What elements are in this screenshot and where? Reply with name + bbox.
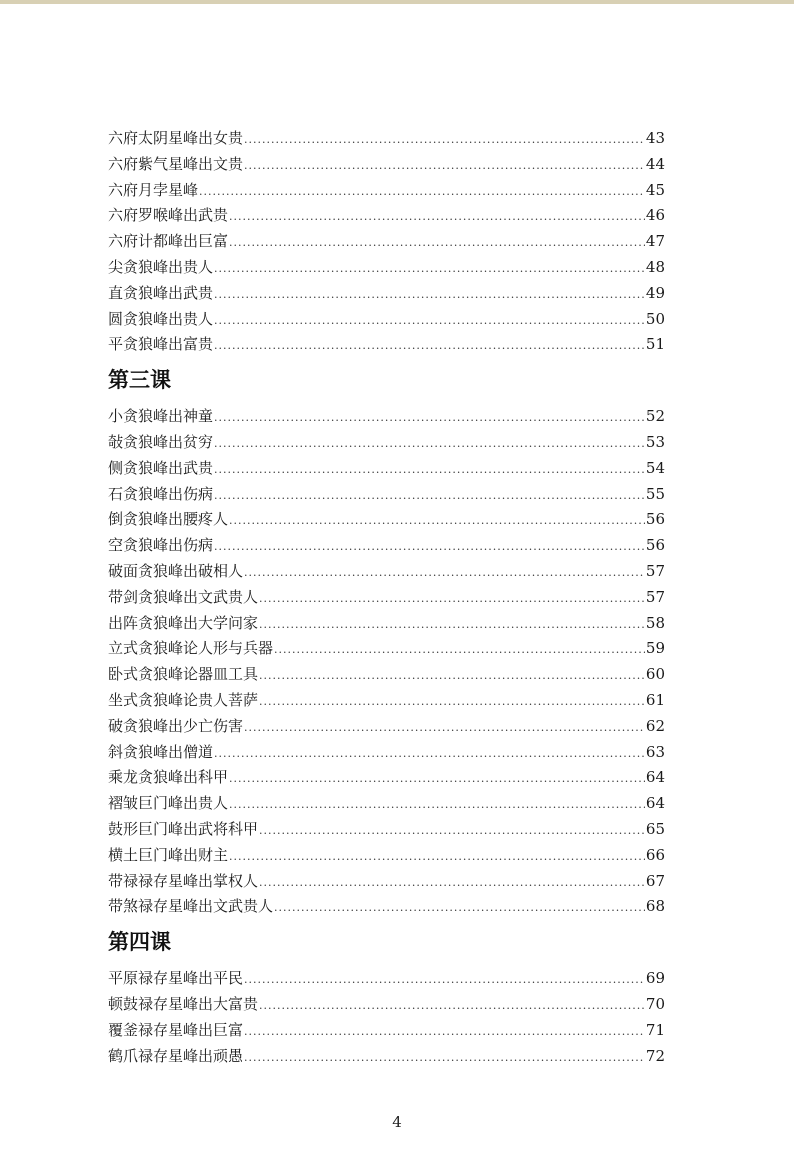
dot-leader <box>274 901 645 914</box>
toc-entry-title: 卧式贪狼峰论器皿工具 <box>108 665 259 684</box>
toc-entry[interactable] <box>108 179 665 205</box>
dot-leader <box>229 798 645 811</box>
toc-entry-title: 带禄禄存星峰出掌权人 <box>108 871 259 890</box>
toc-entry-page: 57 <box>645 561 665 580</box>
toc-entry-page: 54 <box>645 458 665 477</box>
toc-entry-title: 立式贪狼峰论人形与兵器 <box>108 639 274 658</box>
toc-entry[interactable] <box>108 586 665 612</box>
dot-leader <box>214 489 645 502</box>
toc-entry-page: 49 <box>645 283 665 302</box>
toc-entry-title: 破贪狼峰出少亡伤害 <box>108 716 244 735</box>
toc-entry-page: 72 <box>645 1046 665 1065</box>
toc-group-continued <box>108 127 665 359</box>
toc-entry[interactable] <box>108 715 665 741</box>
dot-leader <box>229 772 645 785</box>
toc-entry[interactable] <box>108 127 665 153</box>
dot-leader <box>214 463 645 476</box>
dot-leader <box>244 566 645 579</box>
toc-entry-title: 小贪狼峰出神童 <box>108 407 214 426</box>
dot-leader <box>214 314 645 327</box>
toc-entry[interactable] <box>108 766 665 792</box>
toc-entry-page: 64 <box>645 768 665 787</box>
toc-entry-title: 直贪狼峰出武贵 <box>108 283 214 302</box>
top-border <box>0 0 794 4</box>
toc-entry-page: 70 <box>645 994 665 1013</box>
toc-entry-page: 68 <box>645 897 665 916</box>
toc-entry[interactable] <box>108 870 665 896</box>
toc-entry-title: 坐式贪狼峰论贵人菩萨 <box>108 690 259 709</box>
toc-entry-page: 69 <box>645 969 665 988</box>
toc-entry-page: 47 <box>645 232 665 251</box>
toc-entry-title: 出阵贪狼峰出大学问家 <box>108 613 259 632</box>
dot-leader <box>199 185 645 198</box>
toc-entry-title: 侧贪狼峰出武贵 <box>108 458 214 477</box>
toc-entry-title: 带煞禄存星峰出文武贵人 <box>108 897 274 916</box>
toc-entry-title: 鹤爪禄存星峰出顽愚 <box>108 1046 244 1065</box>
toc-entry-title: 鼓形巨门峰出武将科甲 <box>108 819 259 838</box>
dot-leader <box>214 437 645 450</box>
dot-leader <box>214 288 645 301</box>
toc-entry[interactable] <box>108 1045 665 1071</box>
toc-entry-page: 59 <box>645 639 665 658</box>
dot-leader <box>259 695 645 708</box>
toc-entry[interactable] <box>108 282 665 308</box>
dot-leader <box>214 540 645 553</box>
toc-entry-title: 圆贪狼峰出贵人 <box>108 309 214 328</box>
toc-entry-page: 50 <box>645 309 665 328</box>
toc-entry-title: 六府罗喉峰出武贵 <box>108 206 229 225</box>
dot-leader <box>229 210 645 223</box>
toc-entry[interactable] <box>108 431 665 457</box>
dot-leader <box>229 236 645 249</box>
toc-entry[interactable] <box>108 967 665 993</box>
toc-entry-title: 六府计都峰出巨富 <box>108 232 229 251</box>
dot-leader <box>274 643 645 656</box>
toc-entry[interactable] <box>108 993 665 1019</box>
dot-leader <box>259 876 645 889</box>
toc-entry-page: 64 <box>645 794 665 813</box>
dot-leader <box>229 514 645 527</box>
toc-entry[interactable] <box>108 612 665 638</box>
toc-entry[interactable] <box>108 663 665 689</box>
toc-entry-page: 66 <box>645 845 665 864</box>
toc-entry-title: 斜贪狼峰出僧道 <box>108 742 214 761</box>
toc-entry[interactable] <box>108 508 665 534</box>
toc-entry-title: 顿鼓禄存星峰出大富贵 <box>108 994 259 1013</box>
toc-entry[interactable] <box>108 308 665 334</box>
dot-leader <box>214 339 645 352</box>
toc-section-3-list <box>108 405 665 921</box>
toc-entry-title: 六府月孛星峰 <box>108 180 199 199</box>
toc-entry[interactable] <box>108 741 665 767</box>
dot-leader <box>244 721 645 734</box>
toc-entry-page: 56 <box>645 510 665 529</box>
toc-entry-title: 空贪狼峰出伤病 <box>108 536 214 555</box>
toc-entry-page: 65 <box>645 819 665 838</box>
toc-entry[interactable] <box>108 844 665 870</box>
toc-entry-page: 60 <box>645 665 665 684</box>
toc-entry[interactable] <box>108 457 665 483</box>
toc-entry[interactable] <box>108 818 665 844</box>
toc-section-4-list <box>108 967 665 1070</box>
dot-leader <box>244 133 645 146</box>
dot-leader <box>259 999 645 1012</box>
dot-leader <box>259 824 645 837</box>
toc-entry[interactable] <box>108 792 665 818</box>
toc-entry[interactable] <box>108 483 665 509</box>
toc-entry[interactable] <box>108 637 665 663</box>
toc-entry-page: 43 <box>645 129 665 147</box>
toc-entry-title: 石贪狼峰出伤病 <box>108 484 214 503</box>
toc-entry-page: 62 <box>645 716 665 735</box>
dot-leader <box>214 262 645 275</box>
section-heading-4: 第四课 <box>108 930 171 955</box>
toc-entry-title: 乘龙贪狼峰出科甲 <box>108 768 229 787</box>
toc-entry-title: 平贪狼峰出富贵 <box>108 335 214 354</box>
toc-entry-title: 平原禄存星峰出平民 <box>108 969 244 988</box>
dot-leader <box>229 850 645 863</box>
toc-entry-title: 倒贪狼峰出腰疼人 <box>108 510 229 529</box>
toc-entry[interactable] <box>108 256 665 282</box>
toc-entry[interactable] <box>108 405 665 431</box>
dot-leader <box>214 747 645 760</box>
toc-entry-page: 51 <box>645 335 665 354</box>
toc-entry-title: 六府太阴星峰出女贵 <box>108 129 244 147</box>
dot-leader <box>259 592 645 605</box>
toc-entry[interactable] <box>108 153 665 179</box>
toc-entry-title: 褶皱巨门峰出贵人 <box>108 794 229 813</box>
toc-entry-page: 53 <box>645 432 665 451</box>
toc-entry-page: 63 <box>645 742 665 761</box>
toc-entry-page: 71 <box>645 1020 665 1039</box>
toc-entry-title: 破面贪狼峰出破相人 <box>108 561 244 580</box>
toc-entry-page: 44 <box>645 154 665 173</box>
toc-entry-page: 46 <box>645 206 665 225</box>
toc-entry-page: 45 <box>645 180 665 199</box>
table-of-contents <box>108 127 665 1070</box>
page-number: 4 <box>392 1113 402 1131</box>
toc-entry-title: 带剑贪狼峰出文武贵人 <box>108 587 259 606</box>
dot-leader <box>259 618 645 631</box>
toc-entry-title: 覆釜禄存星峰出巨富 <box>108 1020 244 1039</box>
toc-entry[interactable] <box>108 560 665 586</box>
toc-entry-page: 67 <box>645 871 665 890</box>
dot-leader <box>244 1025 645 1038</box>
toc-entry[interactable] <box>108 333 665 359</box>
dot-leader <box>214 411 645 424</box>
toc-entry[interactable] <box>108 534 665 560</box>
toc-entry-page: 55 <box>645 484 665 503</box>
dot-leader <box>244 973 645 986</box>
toc-entry-page: 57 <box>645 587 665 606</box>
toc-entry-page: 56 <box>645 536 665 555</box>
toc-entry-title: 尖贪狼峰出贵人 <box>108 257 214 276</box>
toc-entry[interactable] <box>108 230 665 256</box>
toc-entry-page: 48 <box>645 257 665 276</box>
toc-entry-title: 横土巨门峰出财主 <box>108 845 229 864</box>
toc-entry[interactable] <box>108 1019 665 1045</box>
toc-entry-page: 52 <box>645 407 665 426</box>
toc-entry-title: 敧贪狼峰出贫穷 <box>108 432 214 451</box>
toc-entry[interactable] <box>108 204 665 230</box>
toc-entry-page: 58 <box>645 613 665 632</box>
dot-leader <box>244 1051 645 1064</box>
toc-entry[interactable] <box>108 895 665 921</box>
toc-entry[interactable] <box>108 689 665 715</box>
toc-entry-title: 六府紫气星峰出文贵 <box>108 154 244 173</box>
dot-leader <box>244 159 645 172</box>
section-heading-3: 第三课 <box>108 368 171 393</box>
toc-entry-page: 61 <box>645 690 665 709</box>
dot-leader <box>259 669 645 682</box>
